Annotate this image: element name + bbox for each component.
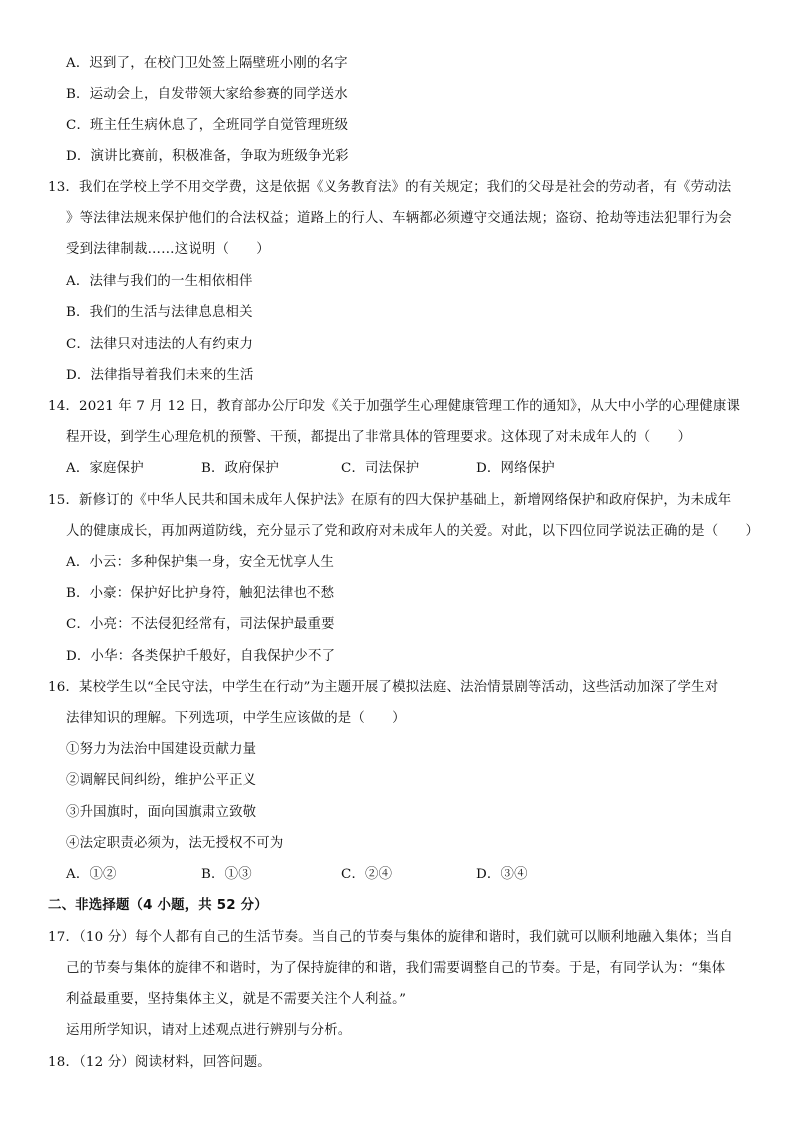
section-heading-non-choice: 二、非选择题（4 小题，共 52 分） <box>48 898 268 913</box>
q17-instruction: 运用所学知识，请对上述观点进行辨别与分析。 <box>66 1023 352 1038</box>
q14-option-d: D．网络保护 <box>476 461 555 476</box>
q15-stem-line-1: 15．新修订的《中华人民共和国未成年人保护法》在原有的四大保护基础上，新增网络保护和政府保护，为未成年 <box>48 493 732 508</box>
q16-statement-2: ②调解民间纠纷，维护公平正义 <box>66 773 257 788</box>
q13-option-d: D．法律指导着我们未来的生活 <box>66 368 254 383</box>
q15-option-c: C．小亮：不法侵犯经常有，司法保护最重要 <box>66 617 335 632</box>
q15-option-b: B．小豪：保护好比护身符，触犯法律也不愁 <box>66 586 335 601</box>
q16-stem-line-1: 16．某校学生以“全民守法，中学生在行动”为主题开展了模拟法庭、法治情景剧等活动，这些活动加深了学生对 <box>48 680 719 695</box>
q13-option-b: B．我们的生活与法律息息相关 <box>66 305 253 320</box>
q14-stem-line-1: 14．2021 年 7 月 12 日，教育部办公厅印发《关于加强学生心理健康管理工作的通知》，从大中小学的心理健康课 <box>48 399 741 414</box>
q16-option-c: C．②④ <box>341 867 393 882</box>
q16-stem-line-2: 法律知识的理解。下列选项，中学生应该做的是（ ） <box>66 711 406 726</box>
q13-stem-line-2: 》等法律法规来保护他们的合法权益；道路上的行人、车辆都必须遵守交通法规；盗窃、抢劫等违法犯罪行为会 <box>66 211 732 226</box>
q14-options <box>66 459 766 479</box>
q13-option-a: A．法律与我们的一生相依相伴 <box>66 274 253 289</box>
q16-statement-1: ①努力为法治中国建设贡献力量 <box>66 742 257 757</box>
q16-option-b: B．①③ <box>201 867 252 882</box>
q14-option-b: B．政府保护 <box>201 461 279 476</box>
q15-option-d: D．小华：各类保护千般好，自我保护少不了 <box>66 649 336 664</box>
q17-stem-line-1: 17．（10 分）每个人都有自己的生活节奏。当自己的节奏与集体的旋律和谐时，我们就可以顺利地融入集体；当自 <box>48 930 733 945</box>
q12-option-d: D．演讲比赛前，积极准备，争取为班级争光彩 <box>66 149 349 164</box>
q17-stem-line-3: 利益最重要，坚持集体主义，就是不需要关注个人利益。” <box>66 992 407 1007</box>
q13-stem-line-1: 13．我们在学校上学不用交学费，这是依据《义务教育法》的有关规定；我们的父母是社会的劳动者，有《劳动法 <box>48 180 732 195</box>
q14-option-a: A．家庭保护 <box>66 461 144 476</box>
q18-stem-line-1: 18．（12 分）阅读材料，回答问题。 <box>48 1055 271 1070</box>
q12-option-b: B．运动会上，自发带领大家给参赛的同学送水 <box>66 87 348 102</box>
q12-option-a: A．迟到了，在校门卫处签上隔壁班小刚的名字 <box>66 56 348 71</box>
q13-stem-line-3: 受到法律制裁……这说明（ ） <box>66 242 270 257</box>
q16-option-d: D．③④ <box>476 867 528 882</box>
q14-stem-line-2: 程开设，到学生心理危机的预警、干预，都提出了非常具体的管理要求。这体现了对未成年人的（ ） <box>66 430 692 445</box>
q16-options <box>66 865 766 885</box>
q14-option-c: C．司法保护 <box>341 461 420 476</box>
q13-option-c: C．法律只对违法的人有约束力 <box>66 337 254 352</box>
q16-statement-3: ③升国旗时，面向国旗肃立致敬 <box>66 805 257 820</box>
q16-statement-4: ④法定职责必须为，法无授权不可为 <box>66 836 284 851</box>
q16-option-a: A．①② <box>66 867 117 882</box>
q15-option-a: A．小云：多种保护集一身，安全无忧享人生 <box>66 555 335 570</box>
q17-stem-line-2: 己的节奏与集体的旋律不和谐时，为了保持旋律的和谐，我们需要调整自己的节奏。于是，有同学认为：“集体 <box>66 961 726 976</box>
q12-option-c: C．班主任生病休息了，全班同学自觉管理班级 <box>66 118 349 133</box>
q15-stem-line-2: 人的健康成长，再加两道防线，充分显示了党和政府对未成年人的关爱。对此，以下四位同学说法正确的是（ ） <box>66 524 760 539</box>
